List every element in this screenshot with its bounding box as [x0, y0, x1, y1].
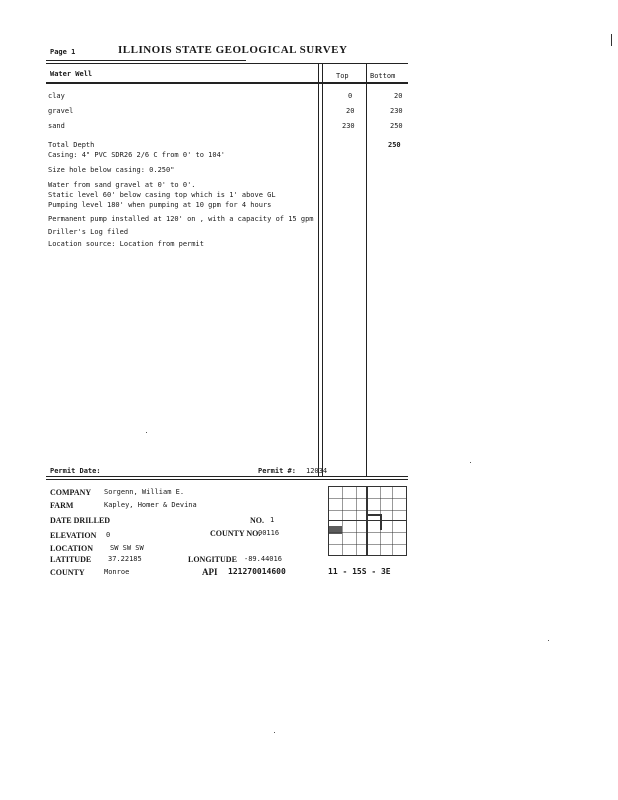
latitude-value: 37.22185 [108, 555, 142, 563]
elevation-value: 0 [106, 531, 111, 539]
permit-date-label: Permit Date: [50, 467, 101, 475]
note-static-level: Static level 60' below casing top which is 1' above GL [48, 191, 276, 199]
stratum-name: sand [48, 122, 65, 130]
stratum-top: 230 [342, 122, 355, 130]
scan-mark [611, 34, 612, 46]
column-header-well: Water Well [50, 70, 93, 78]
permit-rule [46, 476, 408, 477]
total-depth-value: 250 [388, 141, 401, 149]
county-label: COUNTY [50, 568, 85, 577]
note-water-from: Water from sand gravel at 0' to 0'. [48, 181, 196, 189]
header-rule-2 [46, 63, 408, 64]
note-location-source: Location source: Location from permit [48, 240, 204, 248]
stratum-bottom: 230 [390, 107, 403, 115]
total-depth-label: Total Depth [48, 141, 95, 149]
permit-number-label: Permit #: [258, 467, 296, 475]
column-divider-left [318, 64, 319, 476]
location-label: LOCATION [50, 544, 93, 553]
stratum-top: 0 [348, 92, 353, 100]
section-locator-grid [328, 486, 407, 556]
page-number: Page 1 [50, 48, 76, 56]
county-no-label: COUNTY NO. [210, 529, 261, 538]
note-hole-size: Size hole below casing: 0.250" [48, 166, 175, 174]
scan-speck [274, 732, 275, 733]
scan-speck [548, 640, 549, 641]
api-label: API [202, 567, 218, 577]
township-range: 11 - 15S - 3E [328, 567, 391, 576]
note-drillers-log: Driller's Log filed [48, 228, 129, 236]
stratum-top: 20 [346, 107, 355, 115]
date-drilled-label: DATE DRILLED [50, 516, 111, 525]
company-label: COMPANY [50, 488, 92, 497]
header-rule [46, 60, 246, 61]
column-divider-right [366, 64, 367, 476]
county-no-value: 00116 [258, 529, 280, 537]
county-value: Monroe [104, 568, 130, 576]
stratum-name: gravel [48, 107, 74, 115]
latitude-label: LATITUDE [50, 555, 92, 564]
elevation-label: ELEVATION [50, 531, 97, 540]
column-divider-left-2 [322, 64, 323, 476]
well-number: 1 [270, 516, 275, 524]
note-casing: Casing: 4" PVC SDR26 2/6 C from 0' to 104' [48, 151, 226, 159]
permit-rule-2 [46, 479, 408, 480]
farm-value: Kapley, Homer & Devina [104, 501, 197, 509]
well-number-label: NO. [250, 516, 264, 525]
api-number: 121270014600 [228, 567, 286, 576]
note-pumping-level: Pumping level 180' when pumping at 10 gpm for 4 hours [48, 201, 272, 209]
longitude-value: -89.44016 [244, 555, 282, 563]
scan-speck [470, 462, 471, 463]
page-title: ILLINOIS STATE GEOLOGICAL SURVEY [118, 44, 348, 56]
column-header-bottom: Bottom [370, 72, 396, 80]
stratum-name: clay [48, 92, 65, 100]
note-permanent-pump: Permanent pump installed at 120' on , with a capacity of 15 gpm [48, 215, 314, 223]
column-header-top: Top [336, 72, 349, 80]
stratum-bottom: 250 [390, 122, 403, 130]
location-value: SW SW SW [110, 544, 144, 552]
company-value: Sorgenn, William E. [104, 488, 185, 496]
column-header-rule [46, 82, 408, 84]
stratum-bottom: 20 [394, 92, 403, 100]
farm-label: FARM [50, 501, 74, 510]
longitude-label: LONGITUDE [188, 555, 237, 564]
permit-number: 12034 [306, 467, 328, 475]
scan-speck [146, 432, 147, 433]
